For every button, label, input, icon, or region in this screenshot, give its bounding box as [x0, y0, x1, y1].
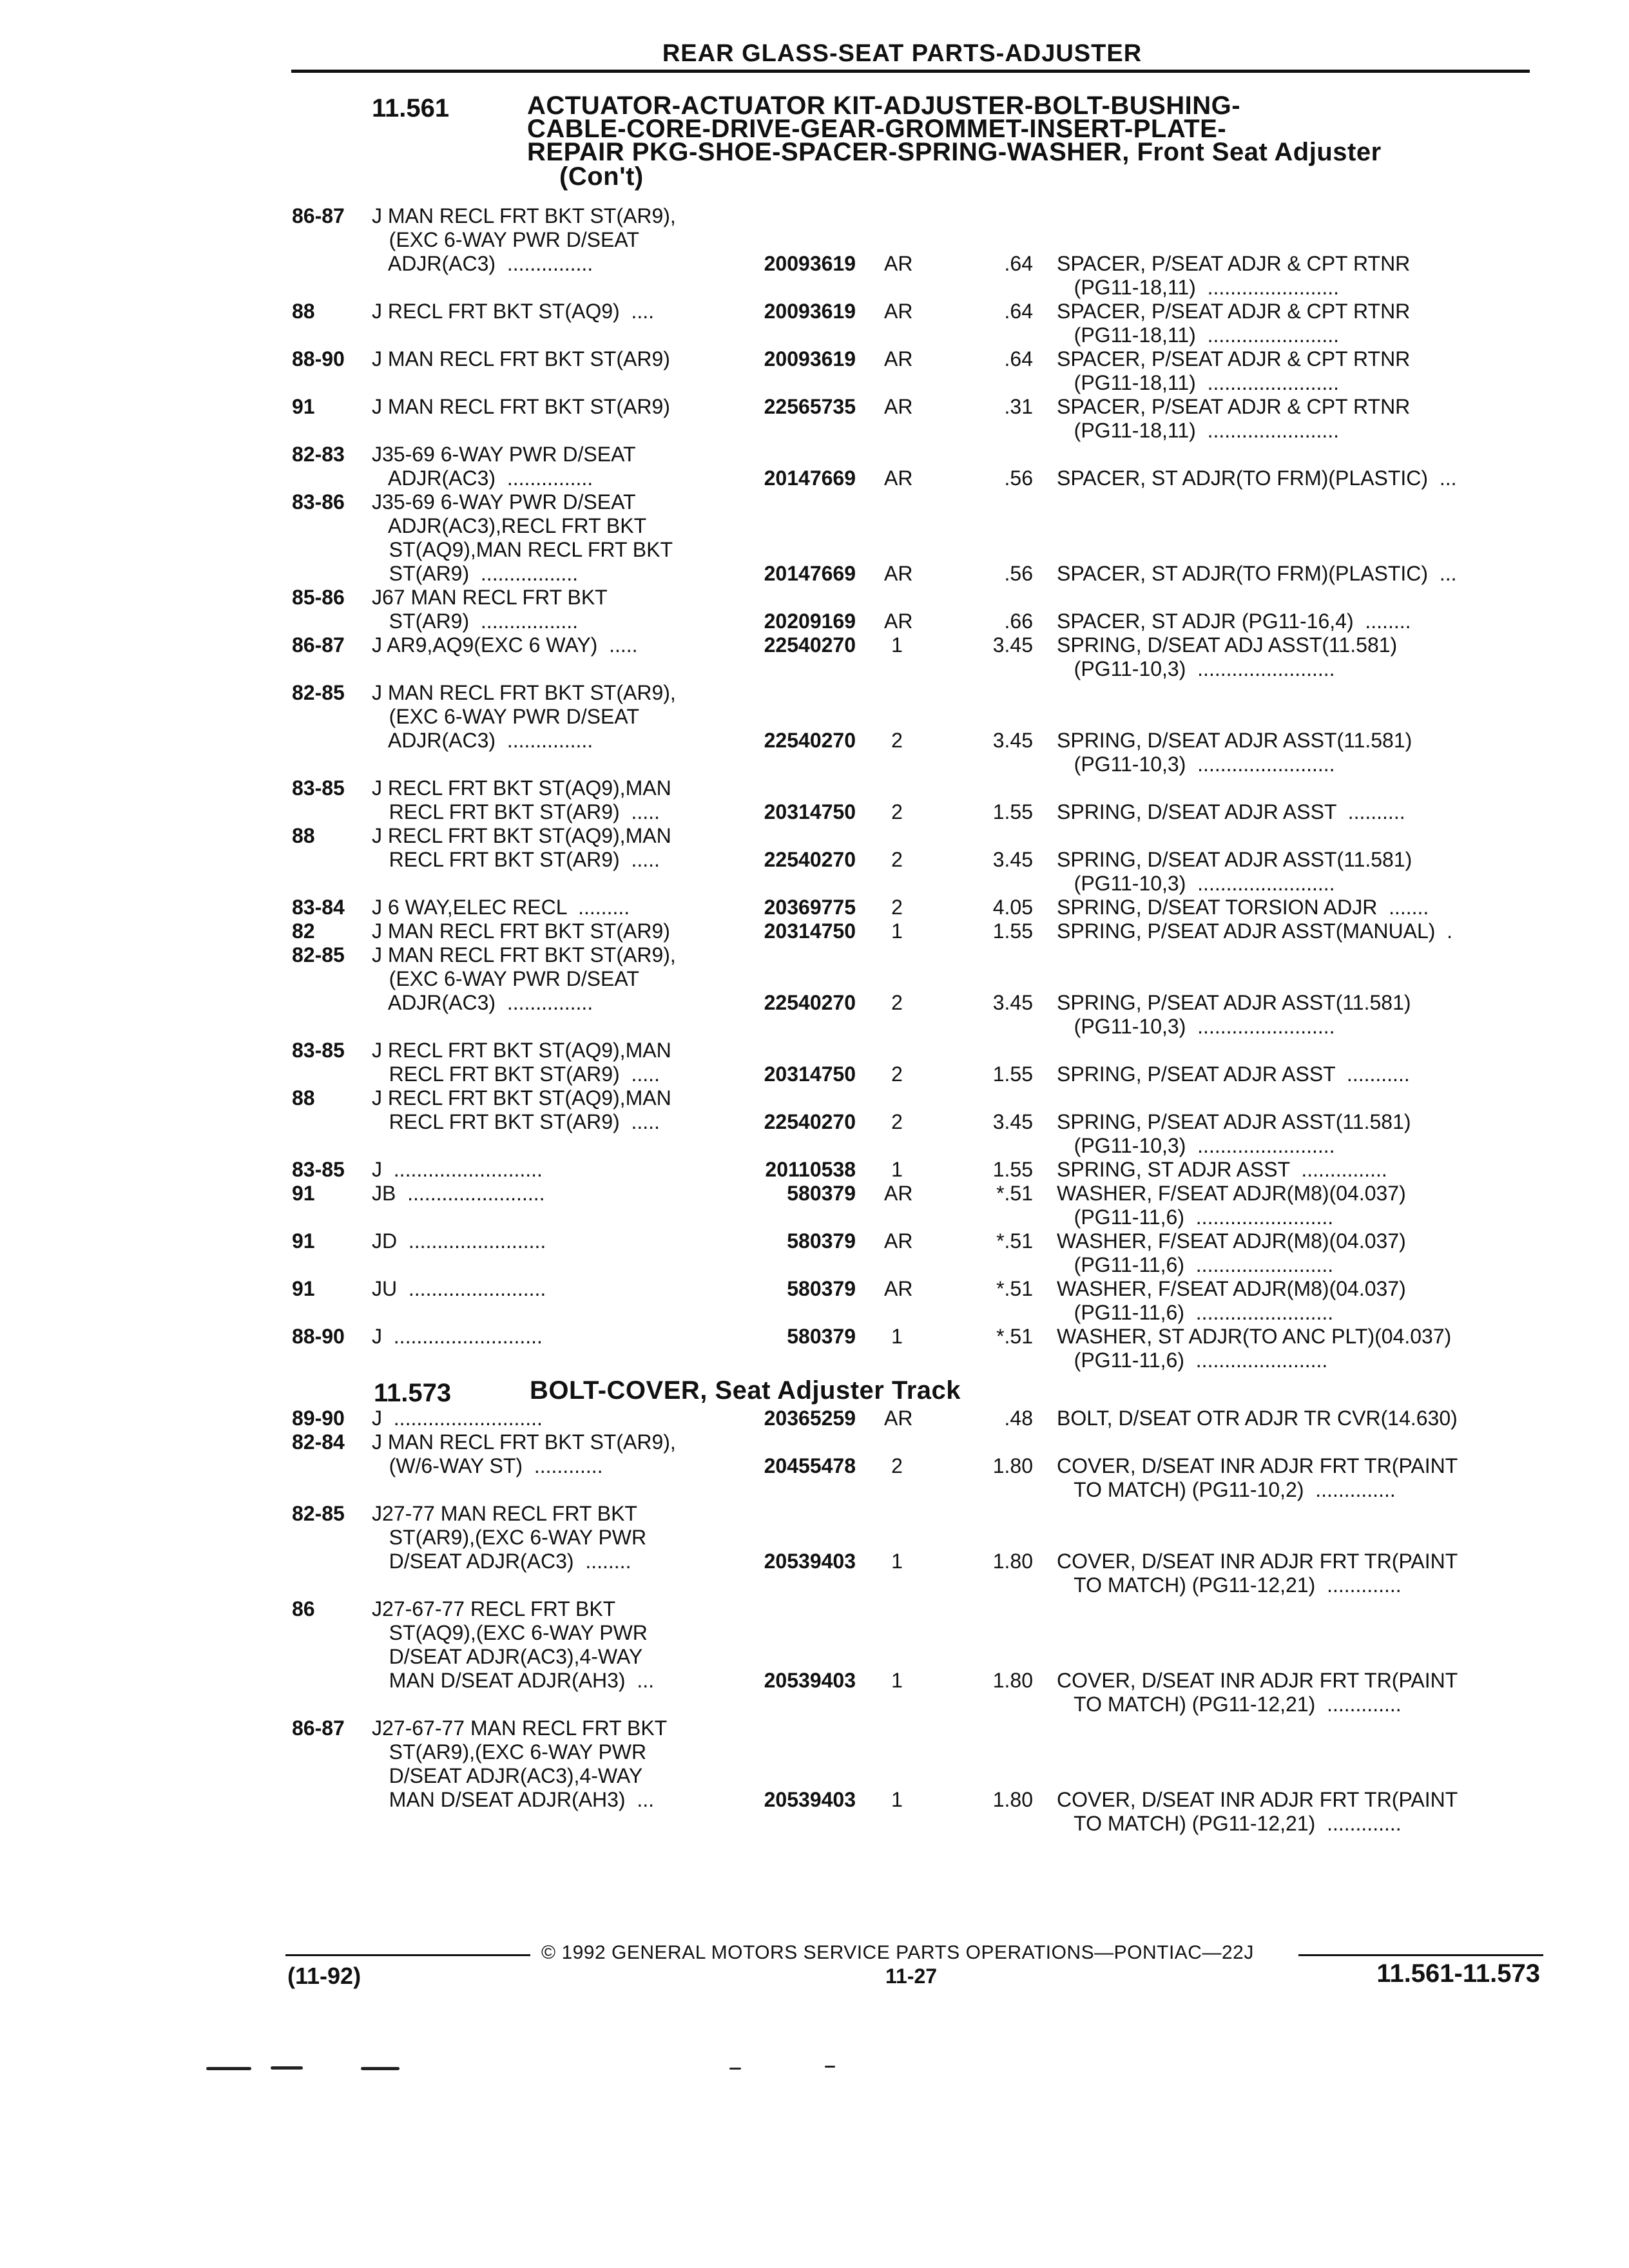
- part-number: 580379: [787, 1277, 856, 1300]
- application: ST(AR9),(EXC 6-WAY PWR: [372, 1526, 647, 1549]
- part-number: 22565735: [764, 395, 856, 418]
- description: SPACER, P/SEAT ADJR & CPT RTNR: [1057, 300, 1411, 323]
- description: SPRING, D/SEAT TORSION ADJR .......: [1057, 896, 1429, 919]
- model-year: 83-84: [292, 896, 345, 919]
- application: J ..........................: [372, 1407, 543, 1430]
- description: SPACER, P/SEAT ADJR & CPT RTNR: [1057, 252, 1411, 275]
- quantity: 2: [891, 1062, 903, 1086]
- price: 1.80: [992, 1454, 1033, 1477]
- footer-page-number: 11-27: [885, 1965, 938, 1988]
- model-year: 82-84: [292, 1430, 345, 1454]
- description: WASHER, ST ADJR(TO ANC PLT)(04.037): [1057, 1325, 1452, 1348]
- footer-date: (11-92): [287, 1963, 361, 1989]
- quantity: 2: [891, 1454, 903, 1477]
- model-year: 91: [292, 395, 315, 418]
- application: J MAN RECL FRT BKT ST(AR9),: [372, 204, 676, 227]
- part-number: 20093619: [764, 252, 856, 275]
- quantity: AR: [884, 252, 913, 275]
- quantity: AR: [884, 466, 913, 490]
- price: 1.55: [992, 1062, 1033, 1086]
- part-number: 20539403: [764, 1669, 856, 1692]
- model-year: 82-85: [292, 681, 345, 704]
- description: (PG11-10,3) ........................: [1057, 657, 1335, 680]
- price: *.51: [996, 1229, 1033, 1253]
- description: SPRING, D/SEAT ADJ ASST(11.581): [1057, 633, 1398, 657]
- application: ADJR(AC3) ...............: [372, 991, 593, 1014]
- section-title-line-4: (Con't): [559, 162, 644, 191]
- part-number: 20455478: [764, 1454, 856, 1477]
- footer-rule: [285, 1954, 530, 1956]
- description: SPRING, D/SEAT ADJR ASST(11.581): [1057, 848, 1412, 871]
- application: J27-67-77 MAN RECL FRT BKT: [372, 1716, 668, 1740]
- application: RECL FRT BKT ST(AR9) .....: [372, 1110, 660, 1133]
- quantity: 1: [891, 1550, 903, 1573]
- section-title-line-2: CABLE-CORE-DRIVE-GEAR-GROMMET-INSERT-PLATE-: [527, 115, 1227, 143]
- quantity: AR: [884, 1407, 913, 1430]
- description: COVER, D/SEAT INR ADJR FRT TR(PAINT: [1057, 1788, 1458, 1811]
- price: 1.80: [992, 1788, 1033, 1811]
- section-number: 11.561: [372, 94, 450, 122]
- price: 1.80: [992, 1550, 1033, 1573]
- model-year: 88-90: [292, 347, 345, 370]
- price: .64: [1004, 300, 1033, 323]
- model-year: 83-85: [292, 1158, 345, 1181]
- model-year: 83-86: [292, 490, 345, 514]
- description: SPACER, ST ADJR(TO FRM)(PLASTIC) ...: [1057, 562, 1457, 585]
- scan-mark: [361, 2067, 400, 2070]
- quantity: 1: [891, 1325, 903, 1348]
- description: (PG11-18,11) .......................: [1057, 371, 1340, 394]
- price: 4.05: [992, 896, 1033, 919]
- description: TO MATCH) (PG11-12,21) .............: [1057, 1573, 1402, 1597]
- section-number: 11.573: [374, 1379, 452, 1407]
- description: COVER, D/SEAT INR ADJR FRT TR(PAINT: [1057, 1454, 1458, 1477]
- description: (PG11-10,3) ........................: [1057, 872, 1335, 895]
- application: (EXC 6-WAY PWR D/SEAT: [372, 228, 639, 251]
- application: J RECL FRT BKT ST(AQ9),MAN: [372, 1039, 671, 1062]
- application: J67 MAN RECL FRT BKT: [372, 586, 608, 609]
- application: ST(AQ9),(EXC 6-WAY PWR: [372, 1621, 648, 1644]
- part-number: 22540270: [764, 848, 856, 871]
- price: *.51: [996, 1277, 1033, 1300]
- description: WASHER, F/SEAT ADJR(M8)(04.037): [1057, 1277, 1406, 1300]
- application: ADJR(AC3) ...............: [372, 252, 593, 275]
- application: ST(AQ9),MAN RECL FRT BKT: [372, 538, 673, 561]
- description: (PG11-18,11) .......................: [1057, 276, 1340, 299]
- quantity: AR: [884, 1277, 913, 1300]
- price: .64: [1004, 252, 1033, 275]
- description: (PG11-11,6) ........................: [1057, 1253, 1334, 1276]
- description: TO MATCH) (PG11-12,21) .............: [1057, 1812, 1402, 1835]
- model-year: 83-85: [292, 1039, 345, 1062]
- quantity: AR: [884, 1182, 913, 1205]
- quantity: 2: [891, 1110, 903, 1133]
- price: 1.80: [992, 1669, 1033, 1692]
- application: J MAN RECL FRT BKT ST(AR9): [372, 395, 670, 418]
- description: SPRING, P/SEAT ADJR ASST(11.581): [1057, 991, 1411, 1014]
- application: J RECL FRT BKT ST(AQ9) ....: [372, 300, 655, 323]
- application: J AR9,AQ9(EXC 6 WAY) .....: [372, 633, 638, 657]
- model-year: 82-85: [292, 943, 345, 966]
- part-number: 20147669: [764, 562, 856, 585]
- quantity: 2: [891, 729, 903, 752]
- model-year: 82-83: [292, 443, 345, 466]
- description: WASHER, F/SEAT ADJR(M8)(04.037): [1057, 1229, 1406, 1253]
- price: 1.55: [992, 1158, 1033, 1181]
- application: JD ........................: [372, 1229, 546, 1253]
- part-number: 20365259: [764, 1407, 856, 1430]
- part-number: 20093619: [764, 300, 856, 323]
- quantity: AR: [884, 610, 913, 633]
- application: RECL FRT BKT ST(AR9) .....: [372, 848, 660, 871]
- model-year: 85-86: [292, 586, 345, 609]
- quantity: 2: [891, 896, 903, 919]
- part-number: 580379: [787, 1325, 856, 1348]
- description: BOLT, D/SEAT OTR ADJR TR CVR(14.630): [1057, 1407, 1458, 1430]
- description: (PG11-18,11) .......................: [1057, 419, 1340, 442]
- application: MAN D/SEAT ADJR(AH3) ...: [372, 1669, 654, 1692]
- description: SPACER, P/SEAT ADJR & CPT RTNR: [1057, 347, 1411, 370]
- part-number: 20314750: [764, 1062, 856, 1086]
- quantity: 1: [891, 1669, 903, 1692]
- application: D/SEAT ADJR(AC3),4-WAY: [372, 1645, 643, 1668]
- quantity: AR: [884, 300, 913, 323]
- application: J ..........................: [372, 1158, 543, 1181]
- part-number: 22540270: [764, 1110, 856, 1133]
- application: J35-69 6-WAY PWR D/SEAT: [372, 490, 636, 514]
- description: SPACER, ST ADJR(TO FRM)(PLASTIC) ...: [1057, 466, 1457, 490]
- application: ADJR(AC3),RECL FRT BKT: [372, 514, 647, 537]
- application: ST(AR9) .................: [372, 610, 579, 633]
- quantity: 2: [891, 848, 903, 871]
- application: ADJR(AC3) ...............: [372, 466, 593, 490]
- application: J MAN RECL FRT BKT ST(AR9),: [372, 943, 676, 966]
- description: SPACER, ST ADJR (PG11-16,4) ........: [1057, 610, 1411, 633]
- application: RECL FRT BKT ST(AR9) .....: [372, 800, 660, 823]
- application: J 6 WAY,ELEC RECL .........: [372, 896, 630, 919]
- description: WASHER, F/SEAT ADJR(M8)(04.037): [1057, 1182, 1406, 1205]
- part-number: 20147669: [764, 466, 856, 490]
- description: (PG11-10,3) ........................: [1057, 1015, 1335, 1038]
- description: COVER, D/SEAT INR ADJR FRT TR(PAINT: [1057, 1669, 1458, 1692]
- application: J MAN RECL FRT BKT ST(AR9): [372, 347, 670, 370]
- application: J27-77 MAN RECL FRT BKT: [372, 1502, 637, 1525]
- model-year: 91: [292, 1182, 315, 1205]
- quantity: 1: [891, 1158, 903, 1181]
- price: *.51: [996, 1182, 1033, 1205]
- page-title: REAR GLASS-SEAT PARTS-ADJUSTER: [662, 40, 1142, 67]
- model-year: 89-90: [292, 1407, 345, 1430]
- quantity: 2: [891, 800, 903, 823]
- description: (PG11-10,3) ........................: [1057, 1134, 1335, 1157]
- application: D/SEAT ADJR(AC3) ........: [372, 1550, 631, 1573]
- part-number: 20539403: [764, 1550, 856, 1573]
- description: (PG11-10,3) ........................: [1057, 753, 1335, 776]
- description: (PG11-11,6) .......................: [1057, 1349, 1328, 1372]
- model-year: 82: [292, 919, 315, 943]
- description: (PG11-18,11) .......................: [1057, 323, 1340, 347]
- description: COVER, D/SEAT INR ADJR FRT TR(PAINT: [1057, 1550, 1458, 1573]
- description: SPRING, D/SEAT ADJR ASST(11.581): [1057, 729, 1412, 752]
- part-number: 20110538: [765, 1158, 856, 1181]
- scan-mark: [825, 2066, 835, 2068]
- model-year: 91: [292, 1229, 315, 1253]
- model-year: 88-90: [292, 1325, 345, 1348]
- footer-section-range: 11.561-11.573: [1376, 1959, 1540, 1988]
- description: SPACER, P/SEAT ADJR & CPT RTNR: [1057, 395, 1411, 418]
- price: .66: [1004, 610, 1033, 633]
- price: .64: [1004, 347, 1033, 370]
- title-rule: [291, 70, 1530, 73]
- part-number: 580379: [787, 1182, 856, 1205]
- part-number: 22540270: [764, 633, 856, 657]
- application: D/SEAT ADJR(AC3),4-WAY: [372, 1764, 643, 1787]
- application: MAN D/SEAT ADJR(AH3) ...: [372, 1788, 654, 1811]
- description: SPRING, P/SEAT ADJR ASST(MANUAL) .: [1057, 919, 1453, 943]
- model-year: 88: [292, 824, 315, 847]
- application: J RECL FRT BKT ST(AQ9),MAN: [372, 824, 671, 847]
- footer-copyright: © 1992 GENERAL MOTORS SERVICE PARTS OPERATIONS—PONTIAC—22J: [541, 1942, 1254, 1963]
- price: .56: [1004, 562, 1033, 585]
- application: ST(AR9),(EXC 6-WAY PWR: [372, 1740, 647, 1763]
- part-number: 20209169: [764, 610, 856, 633]
- part-number: 20314750: [764, 800, 856, 823]
- application: (W/6-WAY ST) ............: [372, 1454, 603, 1477]
- part-number: 22540270: [764, 729, 856, 752]
- application: J27-67-77 RECL FRT BKT: [372, 1597, 616, 1620]
- quantity: AR: [884, 347, 913, 370]
- price: 3.45: [992, 633, 1033, 657]
- price: 3.45: [992, 991, 1033, 1014]
- scan-mark: [271, 2066, 303, 2070]
- description: TO MATCH) (PG11-12,21) .............: [1057, 1693, 1402, 1716]
- application: (EXC 6-WAY PWR D/SEAT: [372, 967, 639, 990]
- scan-mark: [729, 2068, 741, 2070]
- footer-rule: [1298, 1954, 1543, 1956]
- price: 1.55: [992, 800, 1033, 823]
- section-title-line-1: ACTUATOR-ACTUATOR KIT-ADJUSTER-BOLT-BUSHING-: [527, 91, 1241, 120]
- model-year: 86: [292, 1597, 315, 1620]
- application: J MAN RECL FRT BKT ST(AR9),: [372, 1430, 676, 1454]
- description: SPRING, ST ADJR ASST ...............: [1057, 1158, 1387, 1181]
- description: TO MATCH) (PG11-10,2) ..............: [1057, 1478, 1396, 1501]
- model-year: 86-87: [292, 204, 345, 227]
- model-year: 83-85: [292, 776, 345, 800]
- price: .31: [1004, 395, 1033, 418]
- application: (EXC 6-WAY PWR D/SEAT: [372, 705, 639, 728]
- part-number: 20369775: [764, 896, 856, 919]
- part-number: 20314750: [764, 919, 856, 943]
- model-year: 88: [292, 1086, 315, 1110]
- model-year: 88: [292, 300, 315, 323]
- application: J MAN RECL FRT BKT ST(AR9),: [372, 681, 676, 704]
- part-number: 20093619: [764, 347, 856, 370]
- description: (PG11-11,6) ........................: [1057, 1206, 1334, 1229]
- description: (PG11-11,6) ........................: [1057, 1301, 1334, 1324]
- quantity: 1: [891, 633, 903, 657]
- application: J RECL FRT BKT ST(AQ9),MAN: [372, 776, 671, 800]
- quantity: AR: [884, 395, 913, 418]
- application: J MAN RECL FRT BKT ST(AR9): [372, 919, 670, 943]
- model-year: 86-87: [292, 1716, 345, 1740]
- section-title-line-3: REPAIR PKG-SHOE-SPACER-SPRING-WASHER, Front Seat Adjuster: [527, 138, 1382, 166]
- price: .48: [1004, 1407, 1033, 1430]
- part-number: 20539403: [764, 1788, 856, 1811]
- application: JU ........................: [372, 1277, 546, 1300]
- quantity: AR: [884, 1229, 913, 1253]
- application: ADJR(AC3) ...............: [372, 729, 593, 752]
- application: J RECL FRT BKT ST(AQ9),MAN: [372, 1086, 671, 1110]
- application: RECL FRT BKT ST(AR9) .....: [372, 1062, 660, 1086]
- description: SPRING, P/SEAT ADJR ASST(11.581): [1057, 1110, 1411, 1133]
- price: 1.55: [992, 919, 1033, 943]
- application: J ..........................: [372, 1325, 543, 1348]
- price: 3.45: [992, 729, 1033, 752]
- section-title: BOLT-COVER, Seat Adjuster Track: [530, 1376, 961, 1405]
- quantity: 1: [891, 919, 903, 943]
- scan-mark: [206, 2067, 251, 2070]
- application: JB ........................: [372, 1182, 545, 1205]
- part-number: 22540270: [764, 991, 856, 1014]
- quantity: 2: [891, 991, 903, 1014]
- price: .56: [1004, 466, 1033, 490]
- model-year: 91: [292, 1277, 315, 1300]
- application: ST(AR9) .................: [372, 562, 579, 585]
- quantity: AR: [884, 562, 913, 585]
- application: J35-69 6-WAY PWR D/SEAT: [372, 443, 636, 466]
- price: 3.45: [992, 1110, 1033, 1133]
- quantity: 1: [891, 1788, 903, 1811]
- description: SPRING, D/SEAT ADJR ASST ..........: [1057, 800, 1405, 823]
- model-year: 82-85: [292, 1502, 345, 1525]
- model-year: 86-87: [292, 633, 345, 657]
- part-number: 580379: [787, 1229, 856, 1253]
- price: 3.45: [992, 848, 1033, 871]
- price: *.51: [996, 1325, 1033, 1348]
- description: SPRING, P/SEAT ADJR ASST ...........: [1057, 1062, 1410, 1086]
